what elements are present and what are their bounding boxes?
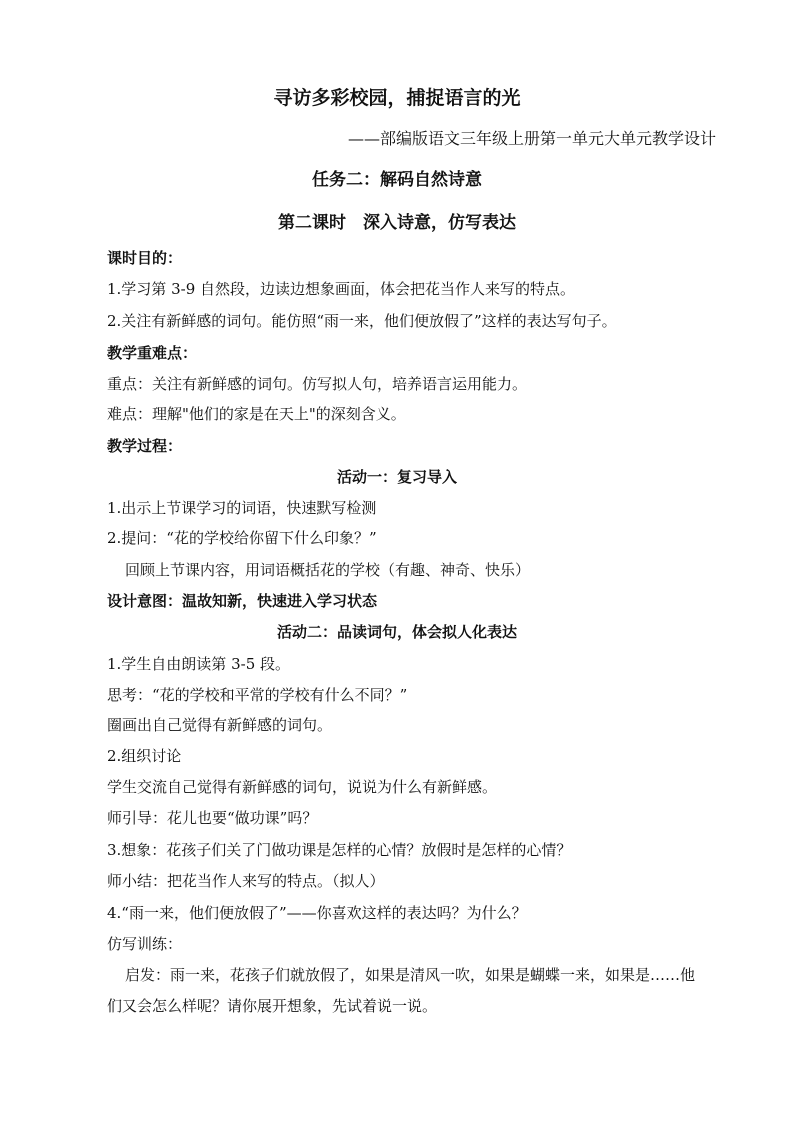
activity-2-circle: 圈画出自己觉得有新鲜感的词句。 — [107, 716, 333, 734]
key-points-heading: 教学重难点： — [107, 344, 198, 362]
activity-2-title: 活动二：品读词句，体会拟人化表达 — [276, 623, 517, 641]
activity-2-step-2: 2.组织讨论 — [107, 747, 182, 765]
activity-2-guide: 师引导：花儿也要“做功课”吗？ — [107, 809, 318, 827]
lesson-title: 第二课时 深入诗意，仿写表达 — [278, 213, 516, 233]
objective-2: 2.关注有新鲜感的词句。能仿照“雨一来，他们便放假了”这样的表达写句子。 — [107, 312, 617, 330]
objectives-heading: 课时目的： — [107, 249, 183, 267]
key-point: 重点：关注有新鲜感的词句。仿写拟人句，培养语言运用能力。 — [107, 375, 528, 393]
activity-1-step-2-detail: 回顾上节课内容，用词语概括花的学校（有趣、神奇、快乐） — [125, 561, 531, 579]
design-intent: 设计意图：温故知新，快速进入学习状态 — [107, 592, 378, 610]
activity-2-summary: 师小结：把花当作人来写的特点。（拟人） — [107, 872, 385, 890]
activity-2-step-4: 4.“雨一来，他们便放假了”——你喜欢这样的表达吗？为什么？ — [107, 904, 527, 922]
difficult-point: 难点：理解"他们的家是在天上"的深刻含义。 — [107, 405, 406, 423]
activity-2-step-3: 3.想象：花孩子们关了门做功课是怎样的心情？放假时是怎样的心情？ — [107, 841, 572, 859]
activity-2-exchange: 学生交流自己觉得有新鲜感的词句，说说为什么有新鲜感。 — [107, 778, 498, 796]
document-subtitle: ——部编版语文三年级上册第一单元大单元教学设计 — [347, 129, 716, 148]
process-heading: 教学过程： — [107, 437, 183, 455]
task-title: 任务二：解码自然诗意 — [312, 170, 482, 190]
activity-2-think: 思考：“花的学校和平常的学校有什么不同？” — [107, 686, 408, 704]
activity-2-practice: 仿写训练： — [107, 935, 183, 953]
activity-1-title: 活动一：复习导入 — [336, 468, 457, 486]
activity-2-inspire-line-1: 启发：雨一来，花孩子们就放假了，如果是清风一吹，如果是蝴蝶一来，如果是……他 — [125, 966, 696, 984]
activity-1-step-2: 2.提问：“花的学校给你留下什么印象？” — [107, 529, 377, 547]
activity-1-step-1: 1.出示上节课学习的词语，快速默写检测 — [107, 499, 377, 517]
activity-2-step-1: 1.学生自由朗读第 3-5 段。 — [107, 655, 291, 673]
document-title: 寻访多彩校园，捕捉语言的光 — [273, 87, 521, 109]
objective-1: 1.学习第 3-9 自然段，边读边想象画面，体会把花当作人来写的特点。 — [107, 280, 576, 298]
activity-2-inspire-line-2: 们又会怎么样呢？请你展开想象，先试着说一说。 — [107, 997, 438, 1015]
